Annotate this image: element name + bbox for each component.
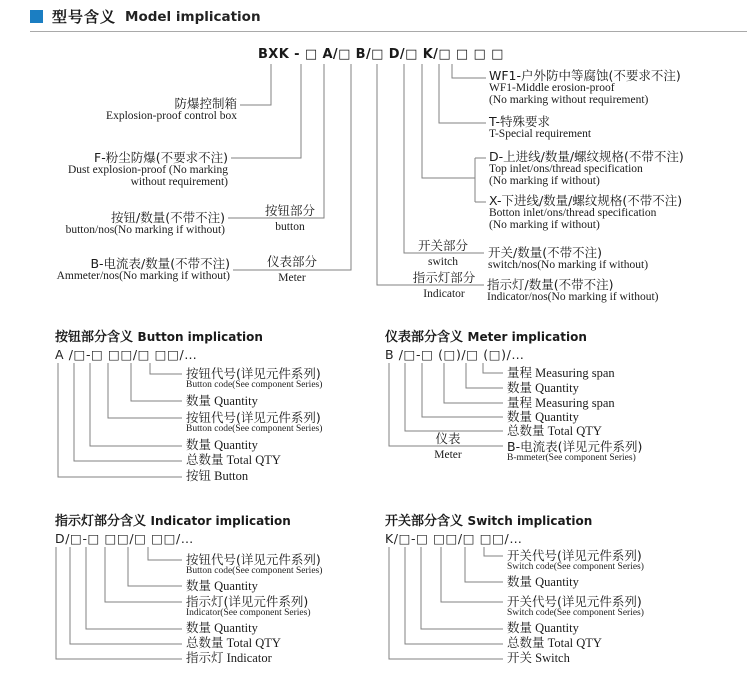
switch-label-2 xyxy=(507,576,579,589)
section-title-zh: 按钮部分含义 xyxy=(55,330,134,345)
label-wf1-erosion-proof xyxy=(489,69,681,106)
label-zh: 按钮/数量(不带不注) xyxy=(111,210,225,225)
branch-label-meter-sub xyxy=(434,432,461,461)
meter-label-4 xyxy=(507,411,579,424)
label-main: 开关 Switch xyxy=(507,651,570,665)
label-en: Meter xyxy=(278,272,306,284)
label-en: switch xyxy=(427,256,459,268)
label-main: 按钮 Button xyxy=(186,469,249,483)
indicator-label-6 xyxy=(186,652,272,665)
wire-btn-2 xyxy=(131,363,182,401)
label-main: 总数量 Total QTY xyxy=(507,636,602,650)
page-header xyxy=(30,6,261,27)
wire-mtr-3 xyxy=(444,363,503,403)
switch-section-wires xyxy=(389,547,503,659)
section-title-en: Button implication xyxy=(137,330,263,344)
label-main: 数量 Quantity xyxy=(186,621,258,635)
section-title-en: Indicator implication xyxy=(150,514,291,528)
label-en: Dust explosion-proof (No marking xyxy=(67,164,228,176)
wire-btn-4 xyxy=(90,363,182,446)
section-title-zh: 开关部分含义 xyxy=(385,514,464,529)
indicator-section-wires xyxy=(56,547,182,659)
section-title-zh: 仪表部分含义 xyxy=(385,330,464,345)
indicator-label-5 xyxy=(186,637,281,650)
label-main: 量程 Measuring span xyxy=(507,366,615,380)
wire-btn-1 xyxy=(150,363,182,374)
wire-ind-3 xyxy=(105,547,182,602)
meter-label-5 xyxy=(507,425,602,438)
label-main: 数量 Quantity xyxy=(186,579,258,593)
section-bullet-icon xyxy=(30,10,43,23)
label-zh: 开关/数量(不带不注) xyxy=(488,245,602,260)
meter-label-3 xyxy=(507,397,615,410)
wire-f-dust xyxy=(231,64,301,158)
label-zh: 开关部分 xyxy=(417,238,469,253)
indicator-label-1 xyxy=(186,553,322,577)
label-sub: Switch code(See component Series) xyxy=(507,562,644,572)
label-main: 量程 Measuring span xyxy=(507,396,615,410)
button-label-3 xyxy=(186,411,322,435)
label-en: button/nos(No marking if without) xyxy=(65,224,225,236)
label-en: Explosion-proof control box xyxy=(106,110,237,122)
section-title-en: Meter implication xyxy=(467,330,587,344)
label-en: Indicator/nos(No marking if without) xyxy=(487,291,659,303)
label-main: 数量 Quantity xyxy=(507,410,579,424)
indicator-label-4 xyxy=(186,622,258,635)
label-main: 数量 Quantity xyxy=(186,394,258,408)
label-switch-nos xyxy=(488,246,648,271)
label-zh: WF1-户外防中等腐蚀(不要求不注) xyxy=(489,68,681,83)
label-main: 按钮代号(详见元件系列) xyxy=(186,410,321,425)
wire-meter-part xyxy=(233,64,351,270)
label-en2: (No marking if without) xyxy=(489,175,600,187)
label-zh: 指示灯/数量(不带不注) xyxy=(487,277,614,292)
label-sub: Button code(See component Series) xyxy=(186,566,323,576)
wire-mtr-2 xyxy=(466,363,503,388)
wire-ind-6 xyxy=(56,547,182,659)
button-label-6 xyxy=(186,470,248,483)
label-main: 指示灯(详见元件系列) xyxy=(186,594,309,609)
section-title-en: Switch implication xyxy=(467,514,593,528)
wire-inlet-entry xyxy=(422,64,475,178)
wire-sw-1 xyxy=(484,547,503,556)
label-sub: Indicator(See component Series) xyxy=(186,608,311,618)
label-main: 数量 Quantity xyxy=(507,621,579,635)
wire-mtr-1 xyxy=(483,363,503,373)
indicator-label-3 xyxy=(186,595,311,619)
label-zh: 指示灯部分 xyxy=(412,270,476,285)
label-top-inlet xyxy=(489,150,684,187)
label-main: 总数量 Total QTY xyxy=(507,424,602,438)
wire-sw-4 xyxy=(421,547,503,629)
switch-label-1 xyxy=(507,549,644,573)
meter-section-code: B /□-□ (□)/□ (□)/… xyxy=(385,347,525,362)
label-sub: Button code(See component Series) xyxy=(186,424,323,434)
meter-label-2 xyxy=(507,382,579,395)
label-indicator-nos xyxy=(487,278,659,303)
label-main: 开关代号(详见元件系列) xyxy=(507,594,642,609)
branch-label-indicator xyxy=(413,271,476,300)
label-en: switch/nos(No marking if without) xyxy=(488,259,649,271)
button-label-1 xyxy=(186,367,322,391)
wire-ind-1 xyxy=(148,547,182,560)
wire-ind-4 xyxy=(86,547,182,629)
label-main: 按钮代号(详见元件系列) xyxy=(186,552,321,567)
switch-label-5 xyxy=(507,637,602,650)
wire-sw-6 xyxy=(389,547,503,659)
wire-wf1 xyxy=(452,64,486,78)
button-label-4 xyxy=(186,439,258,452)
label-en: Botton inlet/ons/thread specification xyxy=(489,207,657,219)
label-zh: 防爆控制箱 xyxy=(174,96,237,111)
wire-button-part xyxy=(228,64,324,218)
header-divider xyxy=(30,31,747,32)
label-en2: (No marking if without) xyxy=(489,219,600,231)
label-main: 总数量 Total QTY xyxy=(186,453,281,467)
switch-section-code: K/□-□ □□/□ □□/… xyxy=(385,531,523,546)
meter-label-1 xyxy=(507,367,615,380)
section-title-zh: 指示灯部分含义 xyxy=(55,514,147,529)
label-main: 开关代号(详见元件系列) xyxy=(507,548,642,563)
label-en: Ammeter/nos(No marking if without) xyxy=(56,270,230,282)
label-en: button xyxy=(275,221,305,233)
label-main: 数量 Quantity xyxy=(507,381,579,395)
label-main: 数量 Quantity xyxy=(186,438,258,452)
label-zh: T-特殊要求 xyxy=(489,114,550,129)
label-main: 按钮代号(详见元件系列) xyxy=(186,366,321,381)
label-en: WF1-Middle erosion-proof xyxy=(489,82,615,94)
label-ammeter-nos xyxy=(57,257,230,282)
label-zh: 按钮部分 xyxy=(264,203,316,218)
switch-label-6 xyxy=(507,652,570,665)
label-en: T-Special requirement xyxy=(489,128,592,140)
button-section-title xyxy=(55,326,263,345)
branch-label-switch xyxy=(418,239,468,268)
label-main: B-电流表(详见元件系列) xyxy=(507,439,643,454)
label-en: Meter xyxy=(434,449,462,461)
wire-btn-3 xyxy=(108,363,182,418)
label-dust-explosion-proof xyxy=(68,151,228,188)
wire-t-special xyxy=(439,64,486,123)
label-en2: without requirement) xyxy=(130,176,228,188)
label-explosion-proof-control-box xyxy=(106,97,237,122)
branch-label-meter xyxy=(267,255,317,284)
indicator-label-2 xyxy=(186,580,258,593)
wire-btn-6 xyxy=(58,363,182,477)
indicator-section-code: D/□-□ □□/□ □□/… xyxy=(55,531,194,546)
label-en2: (No marking without requirement) xyxy=(489,94,649,106)
label-en: Indicator xyxy=(423,288,465,300)
wire-bxk-control-box xyxy=(240,64,271,105)
button-section-code: A /□-□ □□/□ □□/… xyxy=(55,347,198,362)
page-title-zh: 型号含义 xyxy=(52,8,117,26)
switch-label-3 xyxy=(507,595,644,619)
label-zh: B-电流表/数量(不带不注) xyxy=(90,256,230,271)
label-sub: B-mmeter(See component Series) xyxy=(507,453,636,463)
label-sub: Button code(See component Series) xyxy=(186,380,323,390)
page-title-en: Model implication xyxy=(125,8,261,25)
wire-mtr-4 xyxy=(422,363,503,417)
label-sub: Switch code(See component Series) xyxy=(507,608,644,618)
label-main: 指示灯 Indicator xyxy=(186,651,272,665)
button-label-5 xyxy=(186,454,281,467)
label-main: 数量 Quantity xyxy=(507,575,579,589)
branch-label-button xyxy=(265,204,315,233)
label-main: 总数量 Total QTY xyxy=(186,636,281,650)
label-zh: 仪表 xyxy=(435,431,461,446)
label-bottom-inlet xyxy=(489,194,682,231)
button-label-2 xyxy=(186,395,258,408)
indicator-section-title xyxy=(55,510,291,529)
button-section-wires xyxy=(58,363,182,477)
wire-switch-part xyxy=(404,64,484,253)
label-en: Top inlet/ons/thread specification xyxy=(489,163,643,175)
model-code-bxk: BXK - □ A/□ B/□ D/□ K/□ □ □ □ xyxy=(258,47,504,62)
label-t-special-requirement xyxy=(489,115,591,140)
meter-label-6 xyxy=(507,440,642,464)
label-zh: 仪表部分 xyxy=(266,254,318,269)
label-button-nos xyxy=(66,211,225,236)
meter-section-title xyxy=(385,326,587,345)
label-zh: D-上进线/数量/螺纹规格(不带不注) xyxy=(489,149,684,164)
wire-ind-2 xyxy=(128,547,182,586)
switch-section-title xyxy=(385,510,592,529)
switch-label-4 xyxy=(507,622,579,635)
wire-sw-3 xyxy=(441,547,503,602)
label-zh: X-下进线/数量/螺纹规格(不带不注) xyxy=(489,193,683,208)
label-zh: F-粉尘防爆(不要求不注) xyxy=(94,150,228,165)
